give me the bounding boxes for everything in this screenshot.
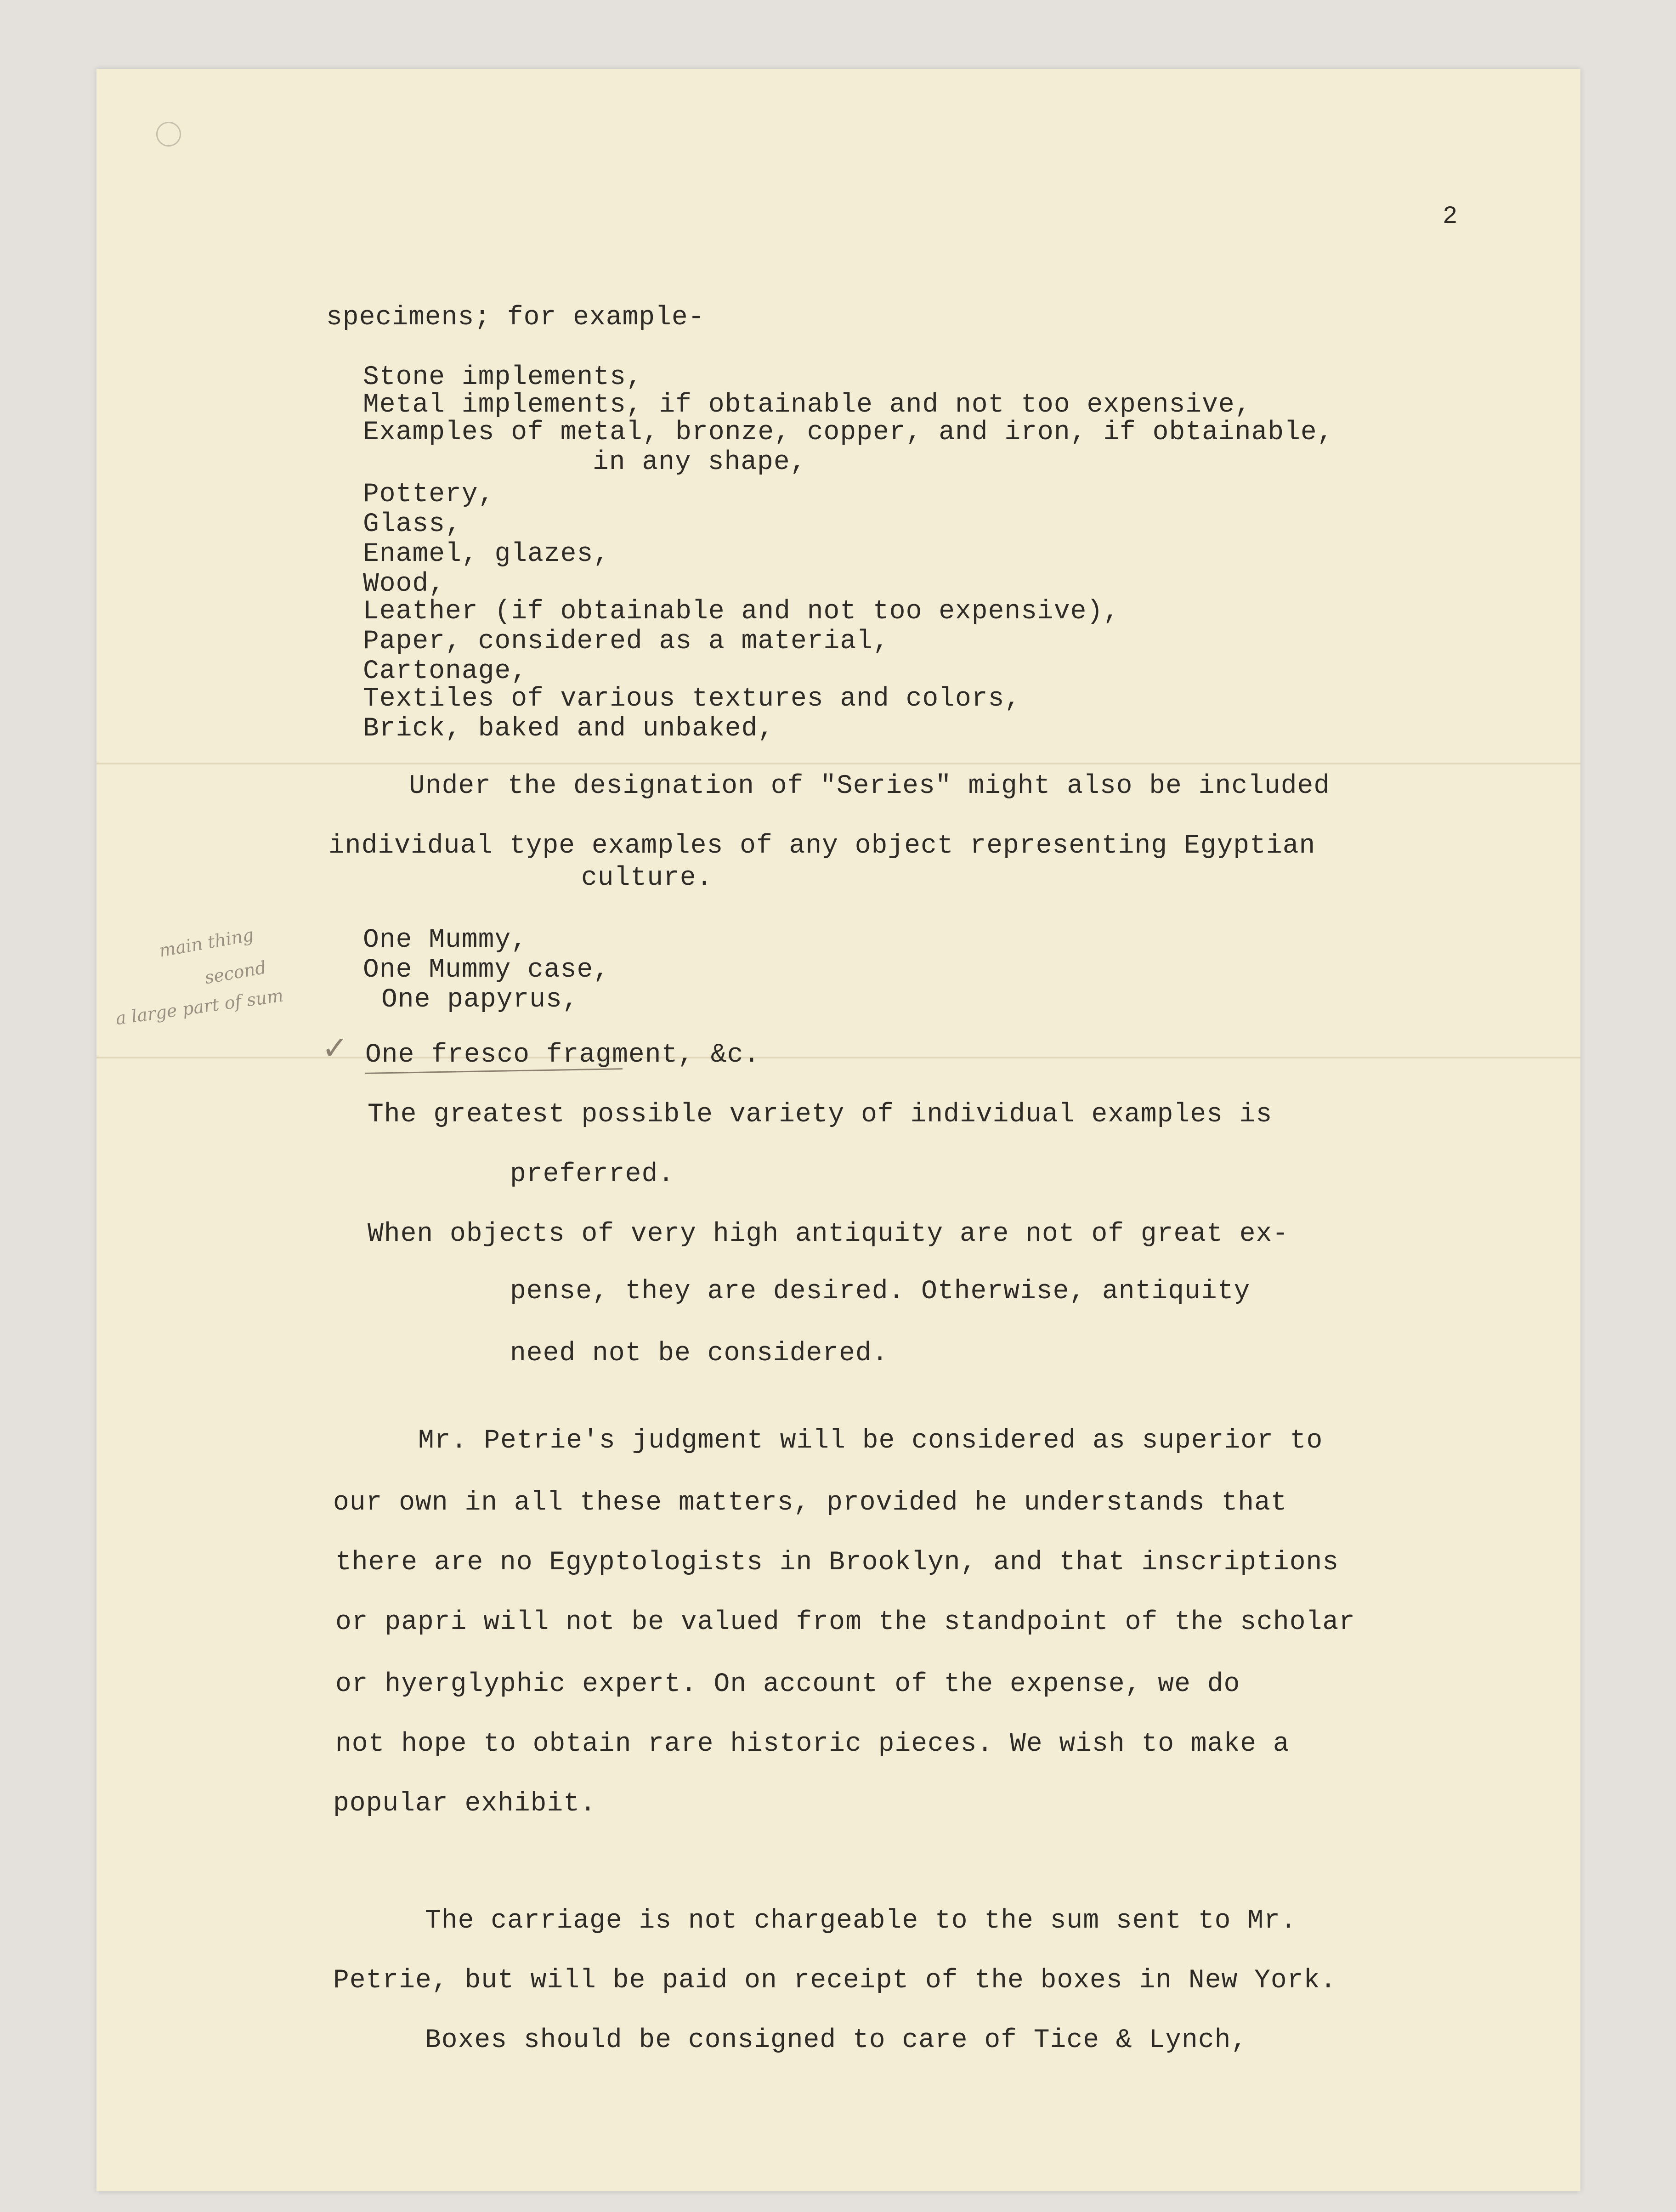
list-item: Enamel, glazes, xyxy=(363,539,610,569)
list-item: One Mummy case, xyxy=(363,955,610,985)
paragraph-line: popular exhibit. xyxy=(333,1789,596,1819)
list-item: Stone implements, xyxy=(363,362,643,392)
list-item: One papyrus, xyxy=(381,985,579,1015)
list-item: Pottery, xyxy=(363,480,495,509)
list-item-continued: in any shape, xyxy=(593,447,807,477)
list-item: Leather (if obtainable and not too expensive), xyxy=(363,597,1120,627)
paragraph-line: or hyerglyphic expert. On account of the expense, we do xyxy=(335,1669,1240,1699)
list-item: Paper, considered as a material, xyxy=(363,627,889,656)
paragraph-line: need not be considered. xyxy=(510,1339,889,1369)
paragraph-line: The greatest possible variety of individual examples is xyxy=(368,1100,1273,1130)
list-item: One fresco fragment, &c. xyxy=(365,1040,760,1070)
paragraph-line: there are no Egyptologists in Brooklyn, and that inscriptions xyxy=(335,1548,1339,1578)
list-item: One Mummy, xyxy=(363,925,528,955)
paragraph-line: culture. xyxy=(581,863,713,893)
intro-line: specimens; for example- xyxy=(326,303,705,333)
paragraph-line: When objects of very high antiquity are not of great ex- xyxy=(368,1219,1289,1249)
list-item: Cartonage, xyxy=(363,656,528,686)
paragraph-line: Petrie, but will be paid on receipt of the boxes in New York. xyxy=(333,1966,1337,1996)
paragraph-line: pense, they are desired. Otherwise, antiquity xyxy=(510,1277,1251,1307)
check-mark-icon: ✓ xyxy=(322,1029,349,1067)
paragraph-line: our own in all these matters, provided he understands that xyxy=(333,1488,1287,1518)
paragraph-line: The carriage is not chargeable to the sum sent to Mr. xyxy=(425,1906,1297,1936)
paragraph-line: or papri will not be valued from the standpoint of the scholar xyxy=(335,1607,1355,1637)
page-number: 2 xyxy=(1443,203,1458,231)
list-item: Textiles of various textures and colors, xyxy=(363,684,1021,714)
list-item: Glass, xyxy=(363,509,462,539)
list-item: Metal implements, if obtainable and not too expensive, xyxy=(363,390,1251,420)
paragraph-line: Under the designation of "Series" might also be included xyxy=(409,771,1331,801)
paragraph-line: Boxes should be consigned to care of Tice & Lynch, xyxy=(425,2025,1248,2055)
fold-crease xyxy=(96,763,1580,764)
fold-crease xyxy=(96,1057,1580,1058)
margin-note: second xyxy=(203,957,268,988)
paragraph-line: not hope to obtain rare historic pieces. We wish to make a xyxy=(335,1729,1290,1759)
paragraph-line: individual type examples of any object representing Egyptian xyxy=(328,831,1316,861)
margin-note: a large part of sum xyxy=(114,985,285,1029)
margin-note: main thing xyxy=(157,924,255,961)
pencil-circle-mark xyxy=(156,122,181,147)
list-item: Wood, xyxy=(363,569,446,599)
list-item: Brick, baked and unbaked, xyxy=(363,714,775,744)
paragraph-line: Mr. Petrie's judgment will be considered as superior to xyxy=(418,1426,1323,1456)
paragraph-line: preferred. xyxy=(510,1160,675,1189)
document-page xyxy=(96,69,1580,2191)
list-item: Examples of metal, bronze, copper, and iron, if obtainable, xyxy=(363,418,1334,447)
